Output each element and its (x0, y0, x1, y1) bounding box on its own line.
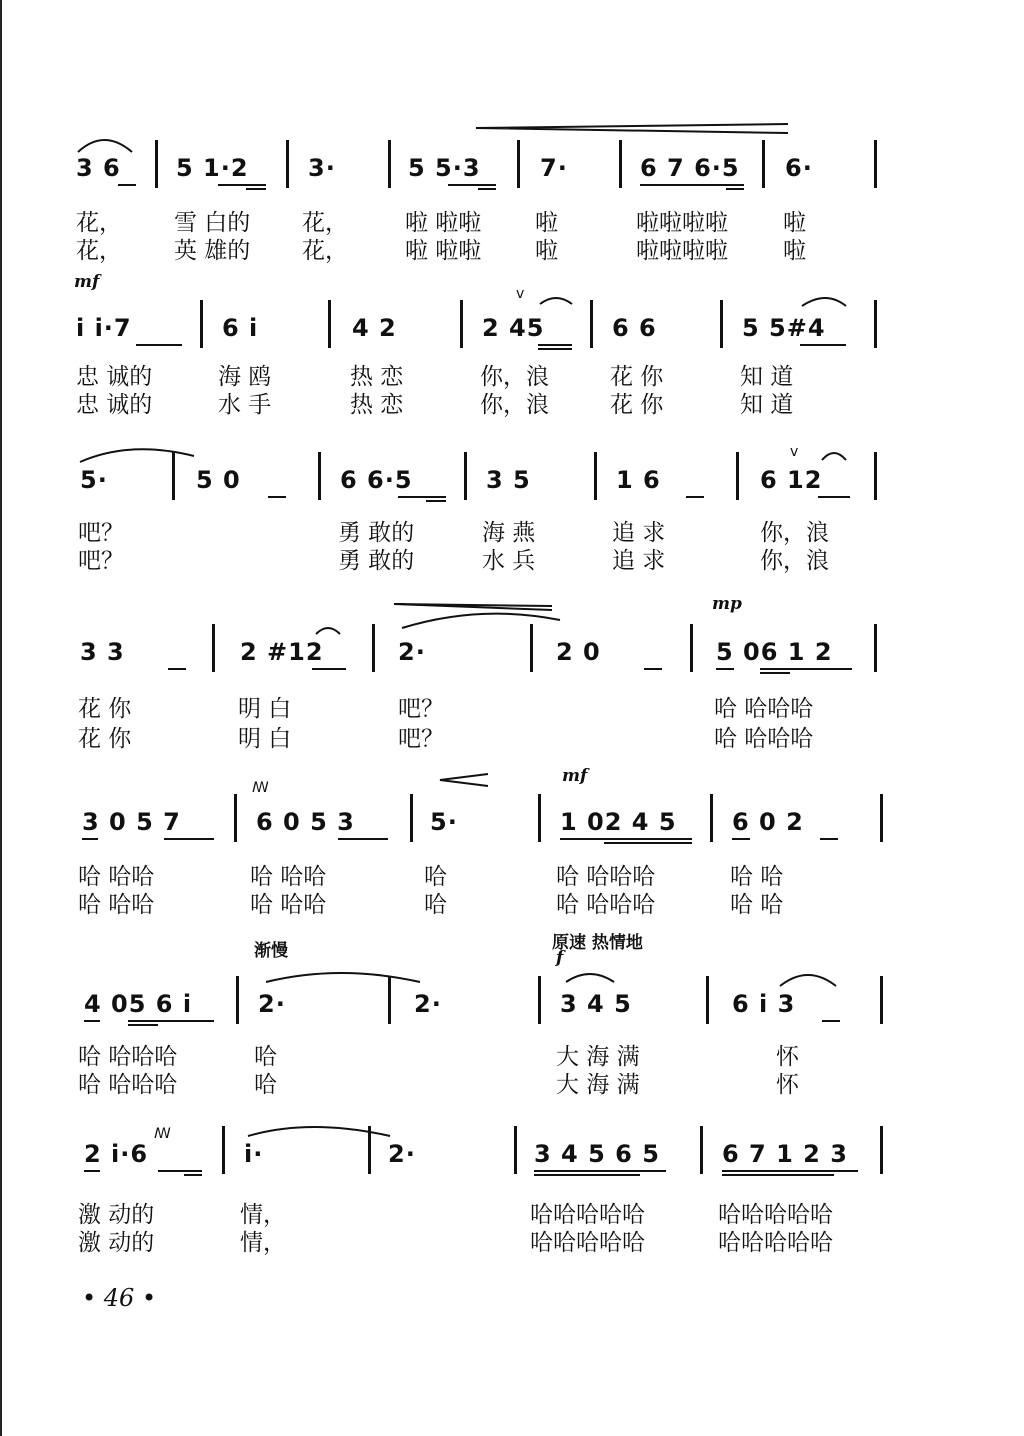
tie (402, 614, 560, 628)
mordent-mark: ꟿ (154, 1126, 171, 1142)
lyric-syllables: 勇 敢的 (338, 548, 415, 574)
measure-notes: 3 4 5 (560, 990, 632, 1018)
lyric-syllables: 勇 敢的 (338, 520, 415, 546)
lyric-syllables: 花， (76, 210, 122, 236)
measure-notes: 3 6 (76, 154, 121, 182)
measure-notes: 3· (308, 154, 336, 182)
measure-notes: 4 2 (352, 314, 397, 342)
lyric-syllables: 哈哈哈哈哈 (530, 1230, 645, 1256)
measure-notes: 5 06 1 2 (716, 638, 833, 666)
measure-notes: 2· (398, 638, 426, 666)
measure-notes: 2 #12 (240, 638, 324, 666)
lyric-syllables: 哈 哈哈哈 (78, 1072, 178, 1098)
lyric-syllables: 知 道 (740, 364, 794, 390)
measure-notes: 5 1·2 (176, 154, 249, 182)
lyric-syllables: 追 求 (612, 520, 666, 546)
measure-notes: 5· (80, 466, 108, 494)
lyric-syllables: 啦 啦啦 (405, 210, 482, 236)
lyric-syllables: 哈 哈哈哈 (714, 726, 814, 752)
lyric-syllables: 哈哈哈哈哈 (530, 1202, 645, 1228)
lyric-syllables: 花， (302, 238, 348, 264)
measure-notes: 6 i 3 (732, 990, 796, 1018)
lyric-syllables: 哈 哈哈哈 (556, 892, 656, 918)
dynamic-mark: mp (712, 594, 742, 614)
lyric-syllables: 追 求 (612, 548, 666, 574)
lyric-syllables: 忠 诚的 (76, 364, 153, 390)
lyric-syllables: 海 燕 (482, 520, 536, 546)
lyric-syllables: 哈 (424, 864, 447, 890)
measure-notes: 2· (414, 990, 442, 1018)
lyric-syllables: 花 你 (610, 392, 664, 418)
lyric-syllables: 哈 (254, 1072, 277, 1098)
tie (266, 973, 420, 982)
lyric-syllables: 哈 哈 (730, 864, 784, 890)
mordent-mark: ꟿ (252, 780, 269, 796)
breath-mark: v (516, 286, 525, 302)
lyric-syllables: 啦 啦啦 (405, 238, 482, 264)
measure-notes: 6· (785, 154, 813, 182)
slur (540, 298, 572, 304)
lyric-syllables: 热 恋 (350, 392, 404, 418)
measure-notes: i· (244, 1140, 264, 1168)
lyric-syllables: 啦啦啦啦 (636, 238, 728, 264)
slur (80, 449, 194, 462)
lyric-syllables: 哈 哈哈哈 (714, 696, 814, 722)
measure-notes: 3 3 (80, 638, 125, 666)
measure-notes: 5 5#4 (742, 314, 826, 342)
measure-notes: 2 0 (556, 638, 601, 666)
tie (248, 1127, 390, 1136)
lyric-syllables: 雪 白的 (174, 210, 251, 236)
lyric-syllables: 明 白 (238, 696, 292, 722)
page-number: • 46 • (82, 1284, 157, 1312)
dynamic-mark: mf (562, 766, 588, 786)
measure-notes: 5 5·3 (408, 154, 481, 182)
lyric-syllables: 忠 诚的 (76, 392, 153, 418)
measure-notes: i i·7 (76, 314, 132, 342)
slur (822, 453, 846, 460)
lyric-syllables: 吧？ (398, 696, 444, 722)
crescendo-hairpin (440, 774, 488, 786)
measure-notes: 2· (388, 1140, 416, 1168)
slur (316, 628, 340, 634)
lyric-syllables: 大 海 满 (556, 1044, 640, 1070)
measure-notes: 6 6·5 (340, 466, 413, 494)
lyric-syllables: 热 恋 (350, 364, 404, 390)
lyric-syllables: 哈哈哈哈哈 (718, 1202, 833, 1228)
lyric-syllables: 啦 (535, 238, 558, 264)
lyric-syllables: 明 白 (238, 726, 292, 752)
lyric-syllables: 啦 (535, 210, 558, 236)
lyric-syllables: 水 兵 (482, 548, 536, 574)
lyric-syllables: 吧？ (78, 520, 124, 546)
lyric-syllables: 花， (302, 210, 348, 236)
lyric-syllables: 海 鸥 (218, 364, 272, 390)
measure-notes: 5· (430, 808, 458, 836)
lyric-syllables: 啦 (783, 210, 806, 236)
lyric-syllables: 怀 (776, 1072, 799, 1098)
slur (802, 298, 846, 306)
lyric-syllables: 你，浪 (480, 364, 549, 390)
measure-notes: 1 6 (616, 466, 661, 494)
lyric-syllables: 哈 哈哈 (250, 892, 327, 918)
lyric-syllables: 花， (76, 238, 122, 264)
lyric-syllables: 你，浪 (480, 392, 549, 418)
lyric-syllables: 英 雄的 (174, 238, 251, 264)
lyric-syllables: 激 动的 (78, 1230, 155, 1256)
lyric-syllables: 哈 哈哈 (78, 892, 155, 918)
measure-notes: 6 7 1 2 3 (722, 1140, 848, 1168)
lyric-syllables: 你，浪 (760, 520, 829, 546)
lyric-syllables: 啦 (783, 238, 806, 264)
measure-notes: 3 5 (486, 466, 531, 494)
lyric-syllables: 哈 (424, 892, 447, 918)
lyric-syllables: 哈 (254, 1044, 277, 1070)
measure-notes: 3 0 5 7 (82, 808, 181, 836)
measure-notes: 2 i·6 (84, 1140, 149, 1168)
lyric-syllables: 哈 哈哈哈 (556, 864, 656, 890)
lyric-syllables: 哈哈哈哈哈 (718, 1230, 833, 1256)
lyric-syllables: 你，浪 (760, 548, 829, 574)
breath-mark: v (790, 444, 799, 460)
lyric-syllables: 情， (240, 1202, 286, 1228)
measure-notes: 6 0 5 3 (256, 808, 355, 836)
lyric-syllables: 哈 哈 (730, 892, 784, 918)
measure-notes: 7· (540, 154, 568, 182)
dynamic-mark: f (556, 948, 564, 968)
lyric-syllables: 水 手 (218, 392, 272, 418)
lyric-syllables: 知 道 (740, 392, 794, 418)
lyric-syllables: 吧？ (398, 726, 444, 752)
crescendo-hairpin (476, 124, 788, 133)
measure-notes: 5 0 (196, 466, 241, 494)
measure-notes: 6 0 2 (732, 808, 804, 836)
dynamic-mark: mf (74, 272, 100, 292)
lyric-syllables: 大 海 满 (556, 1072, 640, 1098)
measure-notes: 6 12 (760, 466, 823, 494)
slur (566, 974, 614, 982)
crescendo-hairpin (394, 604, 552, 610)
measure-notes: 3 4 5 6 5 (534, 1140, 660, 1168)
measure-notes: 4 05 6 i (84, 990, 193, 1018)
lyric-syllables: 啦啦啦啦 (636, 210, 728, 236)
measure-notes: 6 6 (612, 314, 657, 342)
lyric-syllables: 哈 哈哈 (78, 864, 155, 890)
lyric-syllables: 激 动的 (78, 1202, 155, 1228)
lyric-syllables: 哈 哈哈哈 (78, 1044, 178, 1070)
lyric-syllables: 花 你 (78, 726, 132, 752)
measure-notes: 6 7 6·5 (640, 154, 740, 182)
slur (78, 140, 132, 152)
measure-notes: 6 i (222, 314, 259, 342)
slur (780, 975, 836, 986)
lyric-syllables: 怀 (776, 1044, 799, 1070)
lyric-syllables: 花 你 (610, 364, 664, 390)
measure-notes: 2 45 (482, 314, 545, 342)
lyric-syllables: 花 你 (78, 696, 132, 722)
measure-notes: 2· (258, 990, 286, 1018)
tempo-mark: 渐慢 (254, 941, 288, 961)
tempo-mark: 原速 热情地 (552, 933, 643, 953)
lyric-syllables: 哈 哈哈 (250, 864, 327, 890)
lyric-syllables: 情， (240, 1230, 286, 1256)
measure-notes: 1 02 4 5 (560, 808, 677, 836)
lyric-syllables: 吧？ (78, 548, 124, 574)
